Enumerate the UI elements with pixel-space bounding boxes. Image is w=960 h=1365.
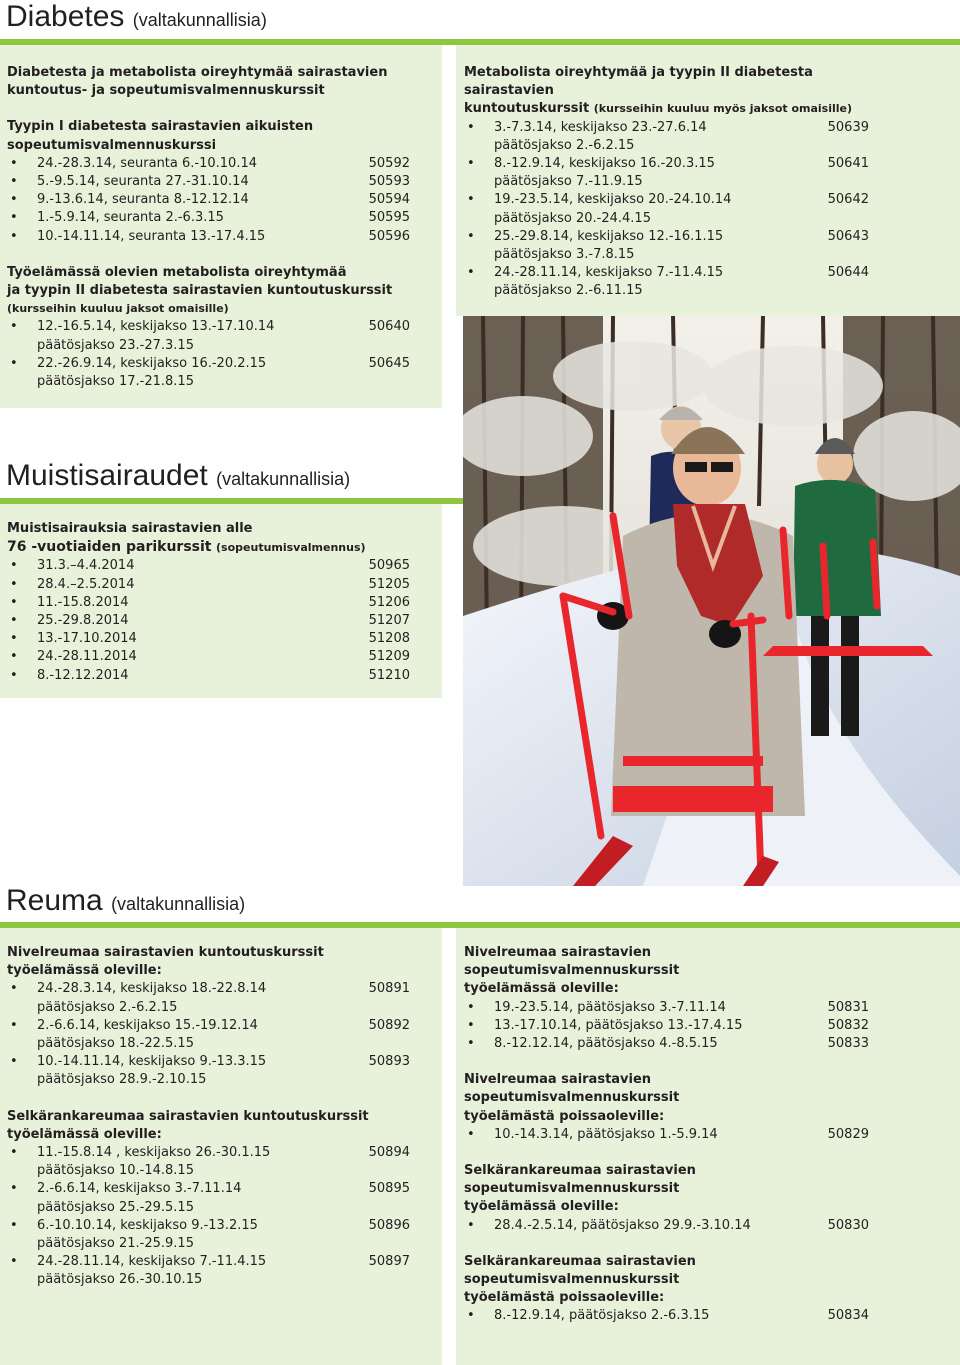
course-code: 51209 (368, 649, 410, 665)
course-code: 50829 (827, 1126, 869, 1142)
list-item: • 2.-6.6.14, keskijakso 3.-7.11.14 päätösjakso 25.-29.5.15 50895 (7, 1180, 410, 1216)
reuma-heading-1: Nivelreumaa sairastavien kuntoutuskurssit työelämässä oleville: (7, 945, 324, 979)
list-item: • 24.-28.11.14, keskijakso 7.-11.4.15 päätösjakso 2.-6.11.15 50644 (464, 264, 869, 300)
list-item: • 19.-23.5.14, päätösjakso 3.-7.11.14 50831 (464, 999, 869, 1017)
reuma-course-list-1 (7, 980, 410, 1089)
list-item: • 1.-5.9.14, seuranta 2.-6.3.15 50595 (7, 209, 410, 227)
reuma-heading-2: Selkärankareumaa sairastavien kuntoutuskurssit työelämässä oleville: (7, 1108, 369, 1142)
reuma-heading-4: Nivelreumaa sairastavien sopeutumisvalmennuskurssit työelämästä poissaoleville: (464, 1072, 680, 1124)
course-code: 50643 (827, 228, 869, 244)
reuma-heading-3: Nivelreumaa sairastavien sopeutumisvalmennuskurssit työelämässä oleville: (464, 945, 680, 997)
course-code: 50832 (827, 1017, 869, 1033)
muisti-column (7, 520, 410, 685)
list-item: • 24.-28.11.14, keskijakso 7.-11.4.15 päätösjakso 26.-30.10.15 50897 (7, 1253, 410, 1289)
muisti-title (6, 459, 350, 496)
reuma-course-list-5 (464, 1217, 869, 1235)
course-code: 50892 (368, 1017, 410, 1033)
reuma-left-column (7, 944, 410, 1290)
muisti-course-list (7, 557, 410, 684)
list-item: • 2.-6.6.14, keskijakso 15.-19.12.14 päätösjakso 18.-22.5.15 50892 (7, 1017, 410, 1053)
course-code: 50641 (827, 156, 869, 172)
list-item: • 28.4.–2.5.2014 51205 (7, 576, 410, 594)
list-item: • 3.-7.3.14, keskijakso 23.-27.6.14 päätösjakso 2.-6.2.15 50639 (464, 119, 869, 155)
reuma-heading-5: Selkärankareumaa sairastavien sopeutumisvalmennuskurssit työelämässä oleville: (464, 1163, 696, 1215)
course-code: 50594 (368, 192, 410, 208)
list-item: • 11.-15.8.14 , keskijakso 26.-30.1.15 päätösjakso 10.-14.8.15 50894 (7, 1144, 410, 1180)
list-item: • 10.-14.3.14, päätösjakso 1.-5.9.14 50829 (464, 1126, 869, 1144)
list-item: • 9.-13.6.14, seuranta 8.-12.12.14 50594 (7, 191, 410, 209)
course-code: 50896 (368, 1217, 410, 1233)
list-item: • 19.-23.5.14, keskijakso 20.-24.10.14 päätösjakso 20.-24.4.15 50642 (464, 191, 869, 227)
list-item: • 22.-26.9.14, keskijakso 16.-20.2.15 päätösjakso 17.-21.8.15 50645 (7, 355, 410, 391)
list-item: • 25.-29.8.14, keskijakso 12.-16.1.15 päätösjakso 3.-7.8.15 50643 (464, 228, 869, 264)
muisti-title-text: Muistisairaudet (6, 459, 208, 492)
list-item: • 8.-12.12.2014 51210 (7, 667, 410, 685)
list-item: • 10.-14.11.14, keskijakso 9.-13.3.15 päätösjakso 28.9.-2.10.15 50893 (7, 1053, 410, 1089)
course-code: 50834 (827, 1308, 869, 1324)
course-code: 51206 (368, 594, 410, 610)
course-code: 50833 (827, 1036, 869, 1052)
diabetes-title (6, 0, 267, 37)
reuma-heading-6: Selkärankareumaa sairastavien sopeutumisvalmennuskurssit työelämästä poissaoleville: (464, 1253, 696, 1306)
course-code: 50644 (827, 265, 869, 281)
reuma-title (6, 884, 245, 921)
course-code: 51210 (368, 667, 410, 683)
diabetes-course-list-3 (464, 119, 869, 301)
course-code: 50897 (368, 1254, 410, 1270)
course-code: 50642 (827, 192, 869, 208)
winter-kicksled-photo (463, 316, 960, 886)
list-item: • 6.-10.10.14, keskijakso 9.-13.2.15 päätösjakso 21.-25.9.15 50896 (7, 1217, 410, 1253)
list-item: • 13.-17.10.2014 51208 (7, 630, 410, 648)
course-code: 50830 (827, 1217, 869, 1233)
diabetes-right-column (464, 64, 869, 301)
muisti-subtitle: (valtakunnallisia) (216, 469, 351, 489)
course-code: 51208 (368, 631, 410, 647)
reuma-right-column (464, 944, 869, 1326)
reuma-subtitle: (valtakunnallisia) (111, 894, 246, 914)
course-code: 50965 (368, 558, 410, 574)
list-item: • 13.-17.10.14, päätösjakso 13.-17.4.15 50832 (464, 1017, 869, 1035)
photo-illustration (463, 316, 960, 886)
reuma-course-list-2 (7, 1144, 410, 1290)
reuma-course-list-4 (464, 1126, 869, 1144)
list-item: • 8.-12.12.14, päätösjakso 4.-8.5.15 50833 (464, 1035, 869, 1053)
diabetes-heading-2: Tyypin I diabetesta sairastavien aikuisten sopeutumisvalmennuskurssi (7, 119, 314, 153)
course-code: 50639 (827, 119, 869, 135)
list-item: • 12.-16.5.14, keskijakso 13.-17.10.14 päätösjakso 23.-27.3.15 50640 (7, 318, 410, 354)
diabetes-left-column (7, 64, 410, 391)
course-code: 50831 (827, 999, 869, 1015)
list-item: • 24.-28.3.14, keskijakso 18.-22.8.14 päätösjakso 2.-6.2.15 50891 (7, 980, 410, 1016)
diabetes-heading-3: Työelämässä olevien metabolista oireyhtymää ja tyypin II diabetesta sairastavien kuntoutuskurssit (kursseihin kuuluu jaksot omaisille) (7, 264, 393, 316)
course-code: 50893 (368, 1054, 410, 1070)
reuma-course-list-6 (464, 1307, 869, 1325)
course-code: 50895 (368, 1181, 410, 1197)
course-code: 50595 (368, 210, 410, 226)
diabetes-heading-4: Metabolista oireyhtymää ja tyypin II diabetesta sairastavien kuntoutuskurssit (kursseihin kuuluu myös jaksot omaisille) (464, 65, 853, 117)
list-item: • 8.-12.9.14, keskijakso 16.-20.3.15 päätösjakso 7.-11.9.15 50641 (464, 155, 869, 191)
reuma-course-list-3 (464, 999, 869, 1054)
diabetes-course-list-2 (7, 318, 410, 391)
list-item: • 25.-29.8.2014 51207 (7, 612, 410, 630)
list-item: • 5.-9.5.14, seuranta 27.-31.10.14 50593 (7, 173, 410, 191)
course-code: 51205 (368, 576, 410, 592)
course-code: 50592 (368, 155, 410, 171)
list-item: • 11.-15.8.2014 51206 (7, 594, 410, 612)
list-item: • 31.3.–4.4.2014 50965 (7, 557, 410, 575)
course-code: 50596 (368, 228, 410, 244)
course-code: 50645 (368, 355, 410, 371)
list-item: • 8.-12.9.14, päätösjakso 2.-6.3.15 50834 (464, 1307, 869, 1325)
diabetes-course-list-1 (7, 155, 410, 246)
list-item: • 10.-14.11.14, seuranta 13.-17.4.15 50596 (7, 228, 410, 246)
course-code: 50640 (368, 319, 410, 335)
diabetes-title-text: Diabetes (6, 0, 125, 33)
list-item: • 28.4.-2.5.14, päätösjakso 29.9.-3.10.14 50830 (464, 1217, 869, 1235)
diabetes-heading-1: Diabetesta ja metabolista oireyhtymää sairastavien kuntoutus- ja sopeutumisvalmennuskurssit (7, 65, 388, 99)
course-code: 50894 (368, 1145, 410, 1161)
list-item: • 24.-28.11.2014 51209 (7, 648, 410, 666)
course-code: 51207 (368, 613, 410, 629)
course-code: 50593 (368, 174, 410, 190)
list-item: • 24.-28.3.14, seuranta 6.-10.10.14 50592 (7, 155, 410, 173)
reuma-title-text: Reuma (6, 884, 103, 917)
diabetes-subtitle: (valtakunnallisia) (132, 10, 267, 30)
course-code: 50891 (368, 981, 410, 997)
muisti-heading: Muistisairauksia sairastavien alle 76 -vuotiaiden parikurssit (sopeutumisvalmennus) (7, 521, 366, 556)
